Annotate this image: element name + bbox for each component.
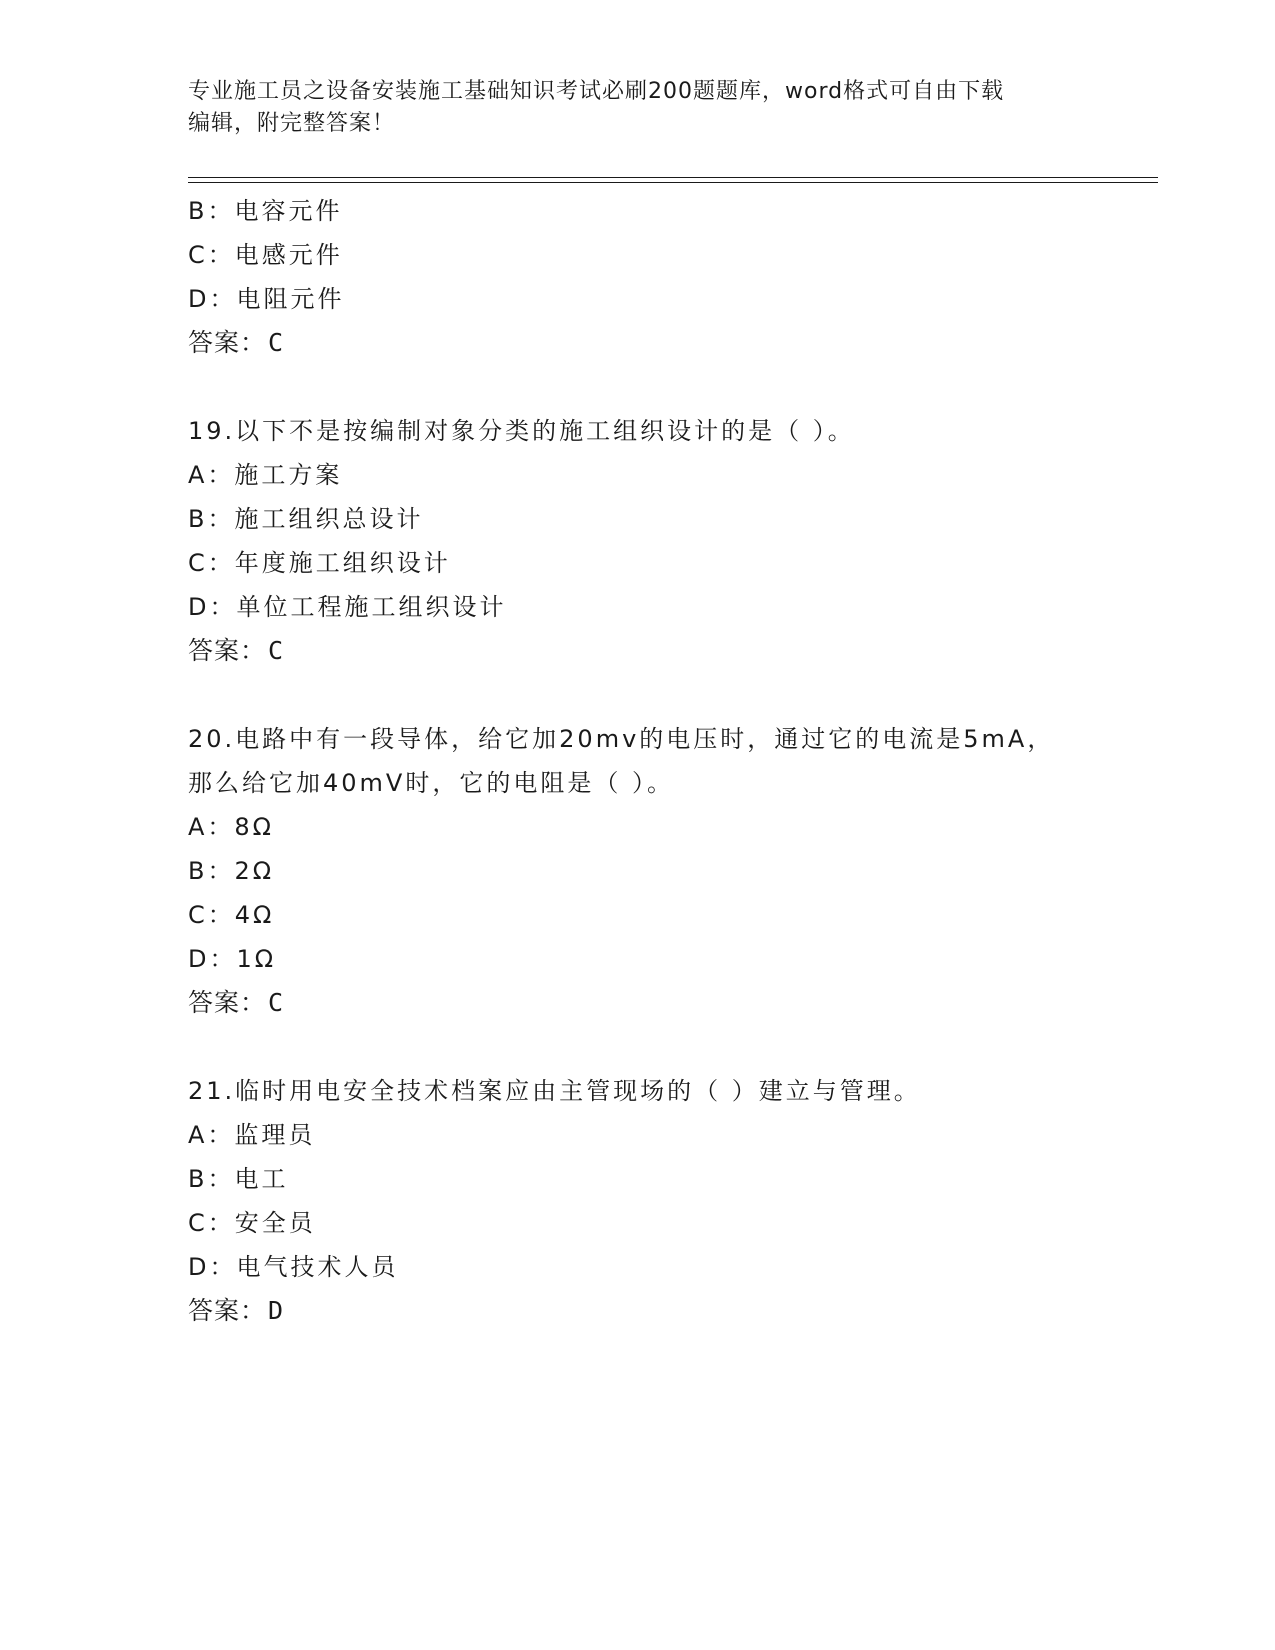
question-19-stem: 19.以下不是按编制对象分类的施工组织设计的是（ ）。 (188, 417, 855, 445)
answer-value: D (268, 1296, 285, 1325)
question-19-option-d: D：单位工程施工组织设计 (188, 593, 507, 621)
document-header (188, 76, 1088, 140)
question-20-answer (188, 988, 284, 1018)
answer-value: C (268, 328, 285, 357)
option-c: C：电感元件 (188, 241, 343, 269)
answer-label: 答案： (188, 1296, 267, 1325)
question-21-option-c: C：安全员 (188, 1209, 316, 1237)
header-title-line-2: 编辑，附完整答案！ (188, 111, 396, 136)
question-20-stem-line-1: 20.电路中有一段导体，给它加20mv的电压时，通过它的电流是5mA， (188, 725, 1055, 753)
header-title-line-1: 专业施工员之设备安装施工基础知识考试必刷200题题库，word格式可自由下载 (188, 79, 1005, 104)
option-d: D：电阻元件 (188, 285, 345, 313)
answer-label: 答案： (188, 328, 267, 357)
answer-line (188, 328, 284, 358)
question-19-option-b: B：施工组织总设计 (188, 505, 424, 533)
question-20-option-d: D：1Ω (188, 945, 277, 973)
header-divider-bottom (188, 182, 1158, 183)
question-21-option-d: D：电气技术人员 (188, 1253, 399, 1281)
question-21-option-a: A：监理员 (188, 1121, 316, 1149)
question-21-option-b: B：电工 (188, 1165, 289, 1193)
answer-value: C (268, 636, 285, 665)
option-b: B：电容元件 (188, 197, 343, 225)
question-20-option-b: B：2Ω (188, 857, 275, 885)
question-21-answer (188, 1296, 284, 1326)
question-20-option-c: C：4Ω (188, 901, 275, 929)
question-20-option-a: A：8Ω (188, 813, 275, 841)
question-21-stem: 21.临时用电安全技术档案应由主管现场的（ ）建立与管理。 (188, 1077, 921, 1105)
question-19-answer (188, 636, 284, 666)
question-19-option-c: C：年度施工组织设计 (188, 549, 451, 577)
question-20-stem-line-2: 那么给它加40mV时，它的电阻是（ ）。 (188, 769, 674, 797)
answer-label: 答案： (188, 988, 267, 1017)
question-19-option-a: A：施工方案 (188, 461, 343, 489)
answer-value: C (268, 988, 285, 1017)
answer-label: 答案： (188, 636, 267, 665)
header-divider-top (188, 177, 1158, 178)
